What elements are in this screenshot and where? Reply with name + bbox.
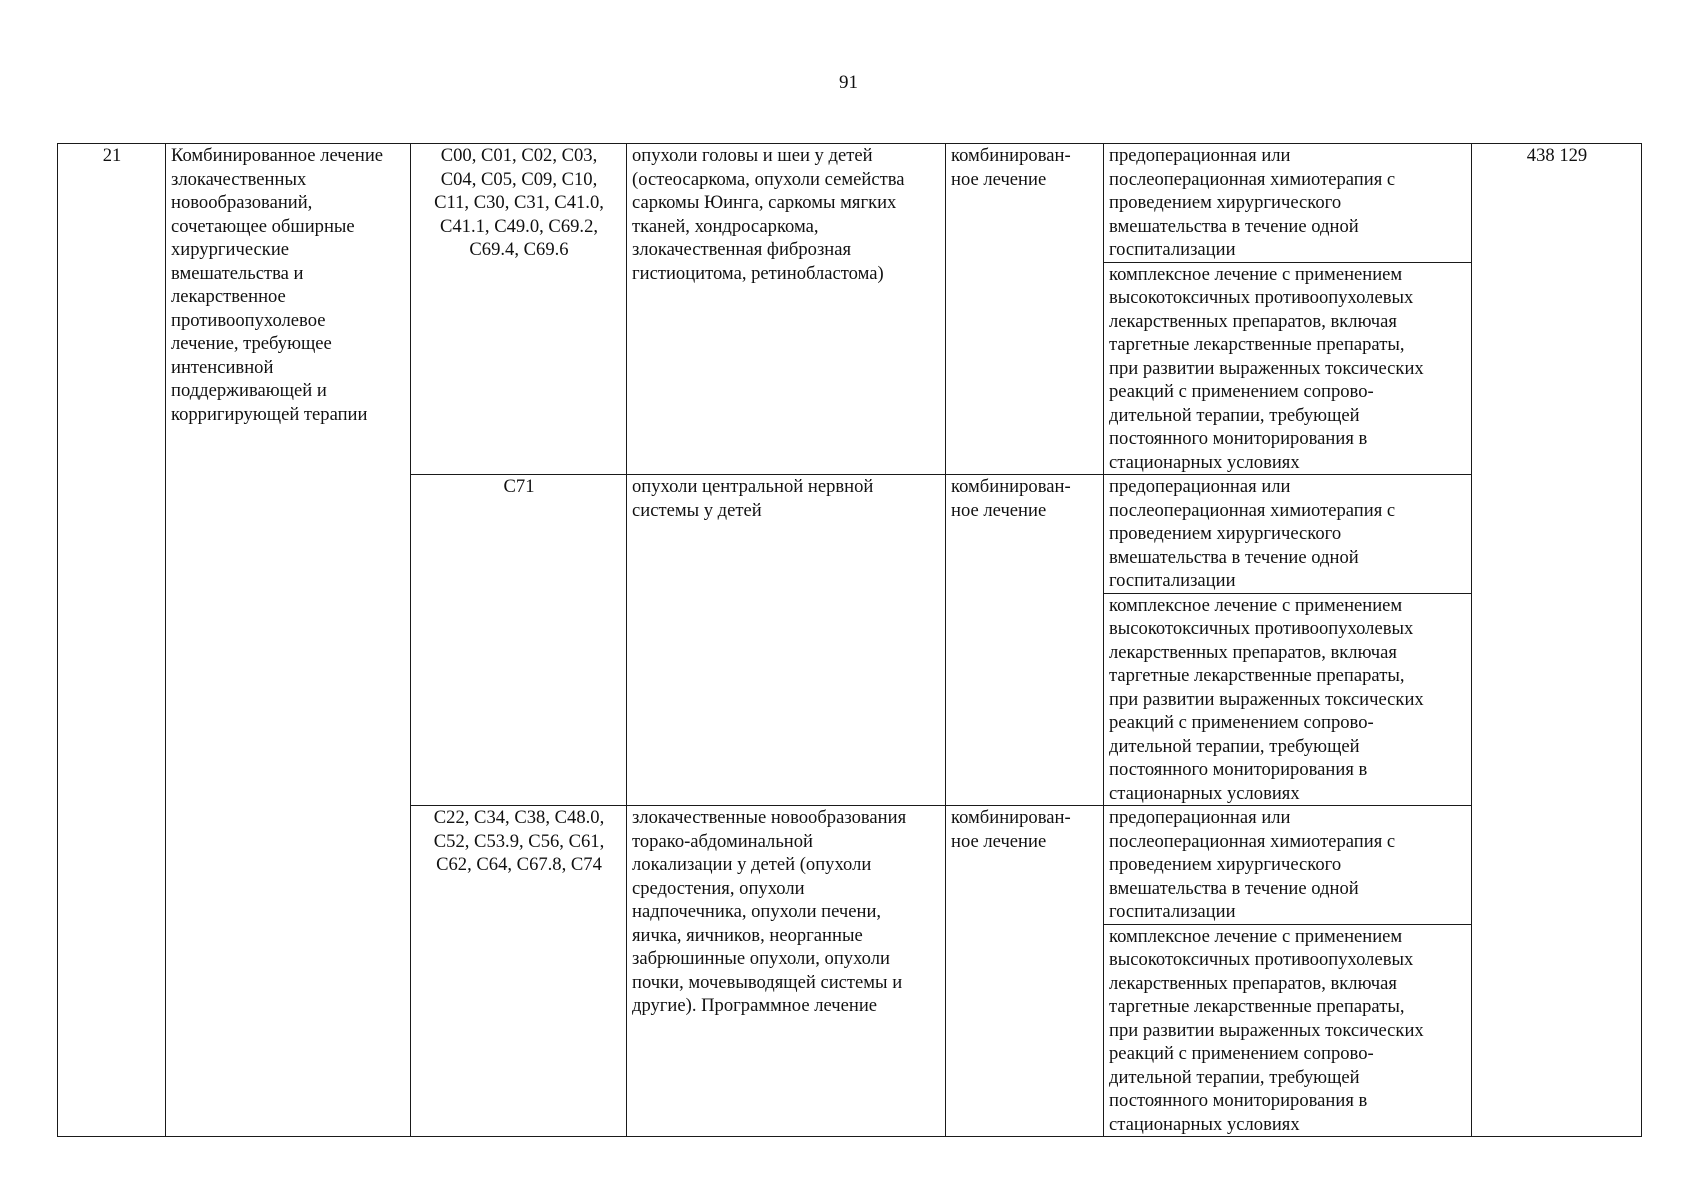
treatment-method: комплексное лечение с применением высокотоксичных противоопухолевых лекарственных препаратов, включая таргетные лекарственные препараты, при развитии выраженных токсических реакций с применением сопрово- дительной терапии, требующей постоянного мониторирования в стационарных условиях xyxy=(1104,924,1472,1137)
treatment-type: комбинирован- ное лечение xyxy=(946,144,1104,475)
treatment-table xyxy=(57,143,1642,1137)
table-row xyxy=(58,144,1642,263)
treatment-method: предоперационная или послеоперационная химиотерапия с проведением хирургического вмешательства в течение одной госпитализации xyxy=(1104,144,1472,263)
treatment-method: комплексное лечение с применением высокотоксичных противоопухолевых лекарственных препаратов, включая таргетные лекарственные препараты, при развитии выраженных токсических реакций с применением сопрово- дительной терапии, требующей постоянного мониторирования в стационарных условиях xyxy=(1104,262,1472,475)
patient-model: опухоли головы и шеи у детей (остеосаркома, опухоли семейства саркомы Юинга, саркомы мягких тканей, хондросаркома, злокачественная фиброзная гистиоцитома, ретинобластома) xyxy=(627,144,946,475)
icd-codes: C71 xyxy=(411,475,627,806)
treatment-method: предоперационная или послеоперационная химиотерапия с проведением хирургического вмешательства в течение одной госпитализации xyxy=(1104,806,1472,925)
patient-model: опухоли центральной нервной системы у детей xyxy=(627,475,946,806)
treatment-name: Комбинированное лечение злокачественных новообразований, сочетающее обширные хирургические вмешательства и лекарственное противоопухолевое лечение, требующее интенсивной поддерживающей и корригирующей терапии xyxy=(166,144,411,1137)
row-number: 21 xyxy=(58,144,166,1137)
treatment-type: комбинирован- ное лечение xyxy=(946,806,1104,1137)
treatment-method: предоперационная или послеоперационная химиотерапия с проведением хирургического вмешательства в течение одной госпитализации xyxy=(1104,475,1472,594)
page-number: 91 xyxy=(839,72,858,93)
patient-model: злокачественные новообразования торако-абдоминальной локализации у детей (опухоли средостения, опухоли надпочечника, опухоли печени, яичка, яичников, неорганные забрюшинные опухоли, опухоли почки, мочевыводящей системы и другие). Программное лечение xyxy=(627,806,946,1137)
icd-codes: C22, C34, C38, C48.0, C52, C53.9, C56, C61, C62, C64, C67.8, C74 xyxy=(411,806,627,1137)
treatment-method: комплексное лечение с применением высокотоксичных противоопухолевых лекарственных препаратов, включая таргетные лекарственные препараты, при развитии выраженных токсических реакций с применением сопрово- дительной терапии, требующей постоянного мониторирования в стационарных условиях xyxy=(1104,593,1472,806)
icd-codes: C00, C01, C02, C03, C04, C05, C09, C10, C11, C30, C31, C41.0, C41.1, C49.0, C69.2, C69.4, C69.6 xyxy=(411,144,627,475)
cost-value: 438 129 xyxy=(1472,144,1642,1137)
treatment-type: комбинирован- ное лечение xyxy=(946,475,1104,806)
